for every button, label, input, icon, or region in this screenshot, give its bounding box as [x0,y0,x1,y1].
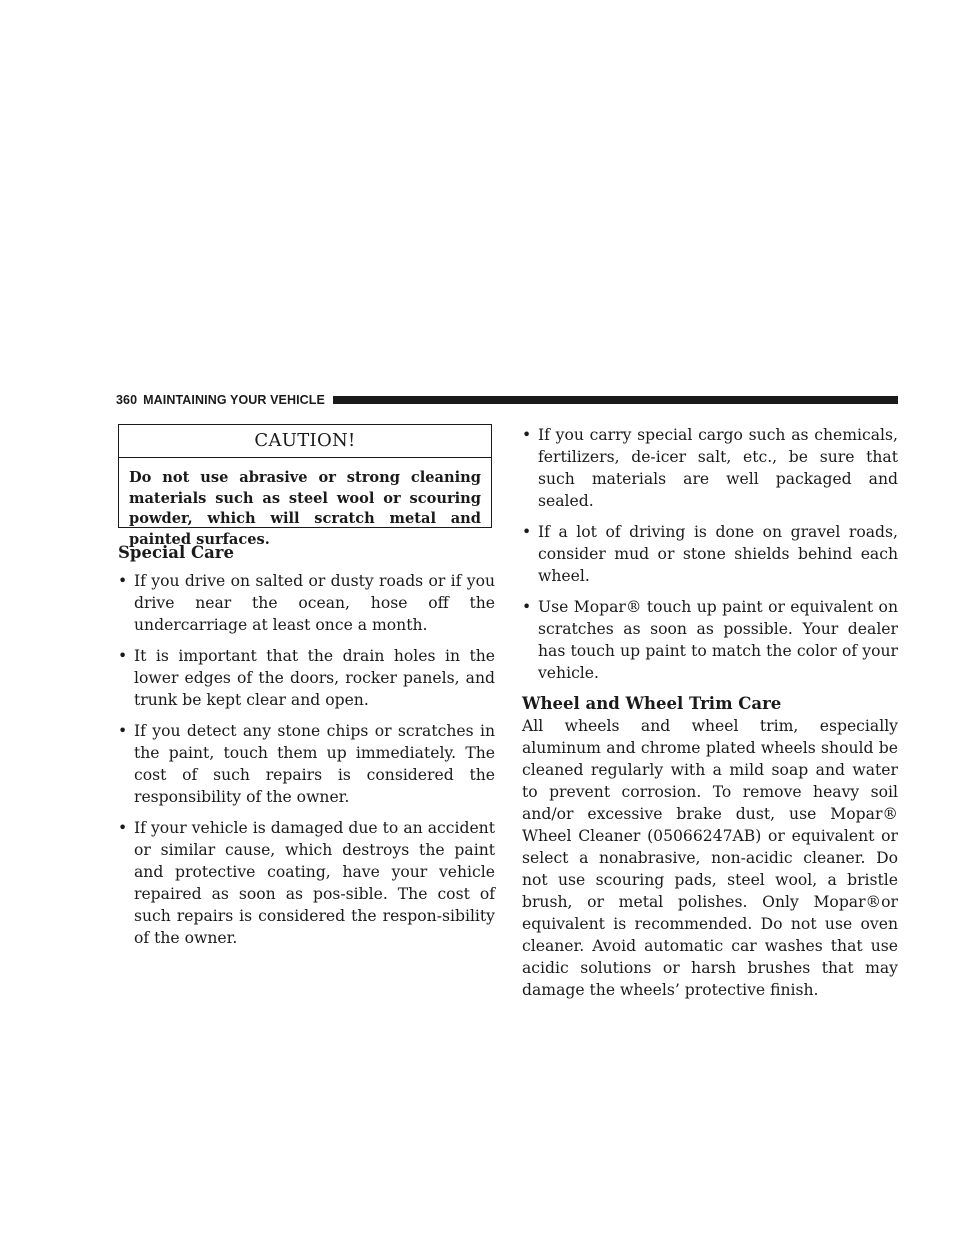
page-header [116,390,898,410]
list-item [118,817,495,949]
bullet-icon: • [118,647,128,665]
wheel-care-heading: Wheel and Wheel Trim Care [522,694,782,713]
bullet-icon: • [118,819,128,837]
right-column [522,424,898,1001]
page-number: 360 [116,393,138,407]
list-item [118,645,495,711]
wheel-care-text: All wheels and wheel trim, especially aluminum and chrome plated wheels should be cleaned regularly with a mild soap and water to prevent corrosion. To remove heavy soil and/or excessive brake dust, use Mopar® Wheel Cleaner (05066247AB) or equivalent or select a nonabrasive, non-acidic cleaner. Do not use scouring pads, steel wool, a bristle brush, or metal polishes. Only Mopar®or equivalent is recommended. Do not use oven cleaner. Avoid automatic car washes that use acidic solutions or harsh brushes that may damage the wheels’ protective finish. [522,717,898,999]
section-title: MAINTAINING YOUR VEHICLE [143,393,325,407]
special-care-list [118,570,495,949]
list-item-text: If you detect any stone chips or scratches in the paint, touch them up immediately. The cost of such repairs is considered the responsibility of the owner. [134,722,495,806]
special-care-heading: Special Care [118,543,234,562]
list-item [522,596,898,684]
bullet-icon: • [522,523,532,541]
list-item-text: If you drive on salted or dusty roads or if you drive near the ocean, hose off the undercarriage at least once a month. [134,572,495,634]
list-item-text: It is important that the drain holes in the lower edges of the doors, rocker panels, and trunk be kept clear and open. [134,647,495,709]
list-item [118,570,495,636]
list-item-text: If your vehicle is damaged due to an accident or similar cause, which destroys the paint and protective coating, have your vehicle repaired as soon as pos-sible. The cost of such repairs is considered the respon-sibility of the owner. [134,819,495,947]
list-item-text: If a lot of driving is done on gravel roads, consider mud or stone shields behind each wheel. [538,523,898,585]
bullet-icon: • [118,572,128,590]
right-care-list [522,424,898,684]
header-rule [333,396,898,404]
list-item [522,424,898,512]
bullet-icon: • [522,426,532,444]
list-item [522,521,898,587]
left-column [118,424,495,958]
list-item-text: Use Mopar® touch up paint or equivalent on scratches as soon as possible. Your dealer has touch up paint to match the color of your vehicle. [538,598,898,682]
bullet-icon: • [522,598,532,616]
bullet-icon: • [118,722,128,740]
caution-box [118,424,492,548]
caution-text: Do not use abrasive or strong cleaning materials such as steel wool or scouring powder, which will scratch metal and painted surfaces. [129,469,481,548]
list-item-text: If you carry special cargo such as chemicals, fertilizers, de-icer salt, etc., be sure that such materials are well packaged and sealed. [538,426,898,510]
caution-title: CAUTION! [119,425,491,458]
list-item [118,720,495,808]
